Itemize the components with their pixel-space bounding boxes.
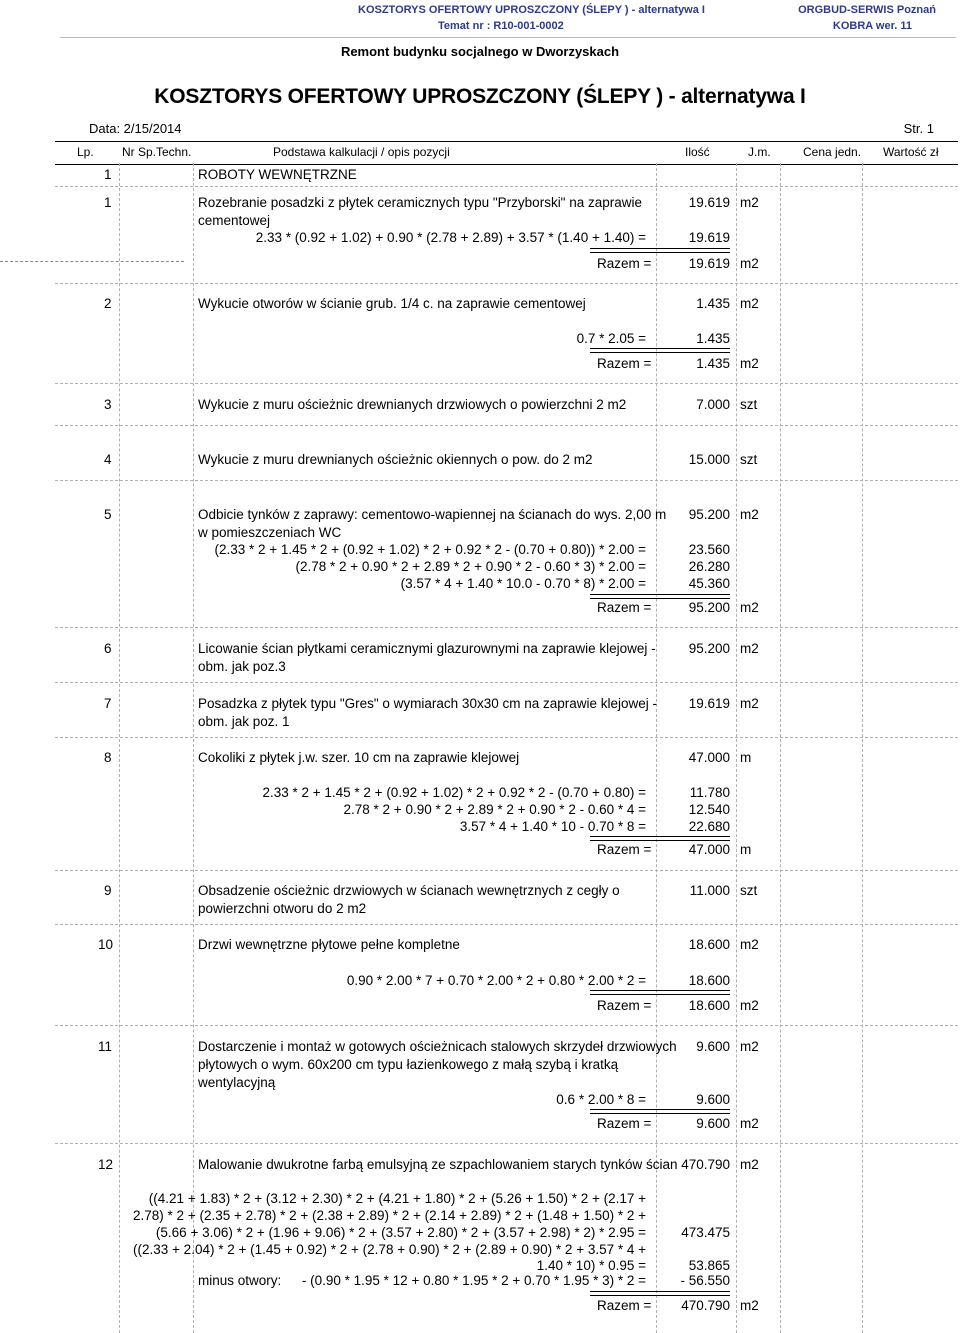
- item-description: wentylacyjną: [198, 1075, 276, 1090]
- header-theme: Temat nr : R10-001-0002: [438, 20, 564, 32]
- razem-value: 47.000: [688, 842, 730, 857]
- row-marker: [0, 261, 184, 262]
- calc-label: minus otwory:: [198, 1273, 282, 1288]
- item-unit: m2: [740, 1039, 759, 1054]
- razem-unit: m2: [740, 998, 759, 1013]
- header-company: ORGBUD-SERWIS Poznań: [798, 4, 936, 16]
- item-description: obm. jak poz. 1: [198, 714, 290, 729]
- calc-expression: (2.33 * 2 + 1.45 * 2 + (0.92 + 1.02) * 2 + 0.92 * 2 - (0.70 + 0.80)) * 2.00 =: [214, 542, 646, 557]
- item-unit: m2: [740, 296, 759, 311]
- razem-unit: m2: [740, 1116, 759, 1131]
- item-unit: m2: [740, 195, 759, 210]
- grid-line: [862, 163, 863, 1333]
- item-quantity: 47.000: [688, 750, 730, 765]
- calc-value: 11.780: [689, 785, 730, 800]
- razem-value: 470.790: [681, 1298, 730, 1313]
- sum-double-line: [590, 990, 730, 995]
- calc-expression: (5.66 + 3.06) * 2 + (1.96 + 9.06) * 2 + (3.57 + 2.80) * 2 + (3.57 + 2.98) * 2) * 2.95 =: [155, 1225, 646, 1240]
- section-name: ROBOTY WEWNĘTRZNE: [198, 167, 357, 182]
- col-price: Cena jedn.: [803, 145, 862, 159]
- item-unit: szt: [740, 397, 758, 412]
- item-description: Wykucie otworów w ścianie grub. 1/4 c. na zaprawie cementowej: [198, 296, 586, 311]
- calc-expression: ((4.21 + 1.83) * 2 + (3.12 + 2.30) * 2 + (4.21 + 1.80) * 2 + (5.26 + 1.50) * 2 + (2.17 +: [148, 1191, 646, 1206]
- item-unit: m2: [740, 641, 759, 656]
- calc-expression: 1.40 * 10) * 0.95 =: [536, 1258, 646, 1273]
- calc-expression: ((2.33 + 2.04) * 2 + (1.45 + 0.92) * 2 + (2.78 + 0.90) * 2 + (2.89 + 0.90) * 2 + 3.57 * 4 +: [133, 1242, 646, 1257]
- row-separator: [55, 1143, 958, 1144]
- item-quantity: 19.619: [688, 696, 730, 711]
- calc-value: 22.680: [688, 819, 730, 834]
- calc-expression: 2.33 * 2 + 1.45 * 2 + (0.92 + 1.02) * 2 + 0.92 * 2 - (0.70 + 0.80) =: [262, 785, 646, 800]
- item-description: Licowanie ścian płytkami ceramicznymi glazurownymi na zaprawie klejowej -: [198, 641, 656, 656]
- calc-expression: (2.78 * 2 + 0.90 * 2 + 2.89 * 2 + 0.90 * 2 - 0.60 * 3) * 2.00 =: [295, 559, 646, 574]
- item-lp: 4: [104, 452, 112, 467]
- item-quantity: 95.200: [688, 641, 730, 656]
- item-lp: 9: [104, 883, 112, 898]
- item-lp: 10: [98, 937, 114, 952]
- row-separator: [55, 682, 958, 683]
- item-quantity: 1.435: [696, 296, 730, 311]
- item-description: Malowanie dwukrotne farbą emulsyjną ze szpachlowaniem starych tynków ścian: [198, 1157, 678, 1172]
- calc-value: 53.865: [688, 1258, 730, 1273]
- calc-value: 26.280: [688, 559, 730, 574]
- item-description: Rozebranie posadzki z płytek ceramicznych typu "Przyborski" na zaprawie: [198, 195, 643, 210]
- item-lp: 5: [104, 507, 112, 522]
- calc-value: 12.540: [688, 802, 730, 817]
- sum-double-line: [590, 594, 730, 599]
- item-quantity: 18.600: [688, 937, 730, 952]
- row-separator: [55, 383, 958, 384]
- razem-label: Razem =: [597, 1298, 652, 1313]
- item-description: Wykucie z muru ościeżnic drewnianych drzwiowych o powierzchni 2 m2: [198, 397, 627, 412]
- item-description: Posadzka z płytek typu "Gres" o wymiarach 30x30 cm na zaprawie klejowej -: [198, 696, 658, 711]
- razem-label: Razem =: [597, 600, 652, 615]
- item-description: cementowej: [198, 213, 271, 228]
- sum-double-line: [590, 1291, 730, 1296]
- razem-label: Razem =: [597, 1116, 652, 1131]
- calc-expression: - (0.90 * 1.95 * 12 + 0.80 * 1.95 * 2 + 0.70 * 1.95 * 3) * 2 =: [301, 1273, 646, 1288]
- sum-double-line: [590, 248, 730, 253]
- item-unit: szt: [740, 883, 758, 898]
- row-separator: [55, 1025, 958, 1026]
- calc-expression: 0.7 * 2.05 =: [576, 331, 646, 346]
- item-unit: m2: [740, 696, 759, 711]
- col-nr: Nr Sp.Techn.: [122, 145, 192, 159]
- razem-unit: m2: [740, 1298, 759, 1313]
- page-number: Str. 1: [903, 121, 934, 136]
- calc-value: 19.619: [688, 230, 730, 245]
- row-separator: [55, 737, 958, 738]
- calc-expression: 3.57 * 4 + 1.40 * 10 - 0.70 * 8 =: [459, 819, 646, 834]
- item-description: powierzchni otworu do 2 m2: [198, 901, 367, 916]
- razem-unit: m2: [740, 600, 759, 615]
- item-unit: m2: [740, 1157, 759, 1172]
- table-header: [55, 141, 958, 165]
- item-lp: 7: [104, 696, 112, 711]
- sum-double-line: [590, 1109, 730, 1114]
- col-unit: J.m.: [748, 145, 771, 159]
- grid-line: [119, 163, 120, 1333]
- col-value: Wartość zł: [883, 145, 939, 159]
- document-date: Data: 2/15/2014: [89, 121, 182, 136]
- razem-label: Razem =: [597, 998, 652, 1013]
- razem-label: Razem =: [597, 842, 652, 857]
- item-description: Odbicie tynków z zaprawy: cementowo-wapiennej na ścianach do wys. 2,00 m: [198, 507, 667, 522]
- razem-unit: m2: [740, 356, 759, 371]
- item-unit: m2: [740, 507, 759, 522]
- header-divider: [60, 37, 956, 38]
- sum-double-line: [590, 348, 730, 353]
- item-quantity: 7.000: [696, 397, 730, 412]
- calc-value: 1.435: [696, 331, 730, 346]
- calc-expression: 2.33 * (0.92 + 1.02) + 0.90 * (2.78 + 2.89) + 3.57 * (1.40 + 1.40) =: [255, 230, 646, 245]
- item-description: Drzwi wewnętrzne płytowe pełne kompletne: [198, 937, 460, 952]
- item-description: Dostarczenie i montaż w gotowych ościeżnicach stalowych skrzydeł drzwiowych: [198, 1039, 677, 1054]
- item-description: Wykucie z muru drewnianych ościeżnic okiennych o pow. do 2 m2: [198, 452, 593, 467]
- item-quantity: 19.619: [688, 195, 730, 210]
- item-quantity: 470.790: [681, 1157, 730, 1172]
- item-lp: 1: [104, 195, 112, 210]
- row-separator: [55, 186, 958, 187]
- item-description: w pomieszczeniach WC: [198, 525, 342, 540]
- item-lp: 2: [104, 296, 112, 311]
- razem-unit: m2: [740, 256, 759, 271]
- calc-expression: 0.90 * 2.00 * 7 + 0.70 * 2.00 * 2 + 0.80 * 2.00 * 2 =: [346, 973, 646, 988]
- calc-value: 45.360: [688, 576, 730, 591]
- razem-label: Razem =: [597, 356, 652, 371]
- item-lp: 8: [104, 750, 112, 765]
- col-lp: Lp.: [77, 145, 94, 159]
- item-lp: 11: [98, 1039, 113, 1054]
- row-separator: [55, 283, 958, 284]
- item-unit: m2: [740, 937, 759, 952]
- calc-value: 23.560: [688, 542, 730, 557]
- calc-expression: (3.57 * 4 + 1.40 * 10.0 - 0.70 * 8) * 2.00 =: [400, 576, 646, 591]
- calc-expression: 2.78 * 2 + 0.90 * 2 + 2.89 * 2 + 0.90 * 2 - 0.60 * 4 =: [343, 802, 646, 817]
- item-description: obm. jak poz.3: [198, 659, 286, 674]
- razem-unit: m: [740, 842, 752, 857]
- document-title: KOSZTORYS OFERTOWY UPROSZCZONY (ŚLEPY ) - alternatywa I: [154, 85, 806, 108]
- item-lp: 3: [104, 397, 112, 412]
- grid-line: [780, 163, 781, 1333]
- grid-line: [736, 163, 737, 1333]
- row-separator: [55, 627, 958, 628]
- item-quantity: 15.000: [688, 452, 730, 467]
- col-desc: Podstawa kalkulacji / opis pozycji: [273, 145, 450, 159]
- razem-value: 19.619: [688, 256, 730, 271]
- row-separator: [55, 480, 958, 481]
- calc-value: 473.475: [681, 1225, 730, 1240]
- calc-value: 9.600: [696, 1092, 730, 1107]
- row-separator: [55, 870, 958, 871]
- item-unit: m: [740, 750, 752, 765]
- item-quantity: 95.200: [688, 507, 730, 522]
- col-qty: Ilość: [685, 145, 710, 159]
- item-quantity: 11.000: [689, 883, 730, 898]
- item-description: Cokoliki z płytek j.w. szer. 10 cm na zaprawie klejowej: [198, 750, 520, 765]
- item-quantity: 9.600: [696, 1039, 730, 1054]
- section-number: 1: [104, 167, 112, 182]
- document-subtitle: Remont budynku socjalnego w Dworzyskach: [340, 44, 620, 59]
- calc-expression: 2.78) * 2 + (2.35 + 2.78) * 2 + (2.38 + 2.89) * 2 + (2.14 + 2.89) * 2 + (1.48 + 1.50) * 2 +: [133, 1208, 646, 1223]
- item-unit: szt: [740, 452, 758, 467]
- item-description: Obsadzenie ościeżnic drzwiowych w ścianach wewnętrznych z cegły o: [198, 883, 620, 898]
- razem-value: 9.600: [696, 1116, 730, 1131]
- header-doc-title: KOSZTORYS OFERTOWY UPROSZCZONY (ŚLEPY ) - alternatywa I: [358, 4, 705, 16]
- razem-value: 95.200: [688, 600, 730, 615]
- calc-value: - 56.550: [680, 1273, 730, 1288]
- item-description: płytowych o wym. 60x200 cm typu łazienkowego z małą szybą i kratką: [198, 1057, 619, 1072]
- item-lp: 12: [98, 1157, 114, 1172]
- calc-value: 18.600: [688, 973, 730, 988]
- razem-label: Razem =: [597, 256, 652, 271]
- razem-value: 1.435: [696, 356, 730, 371]
- calc-expression: 0.6 * 2.00 * 8 =: [556, 1092, 646, 1107]
- razem-value: 18.600: [688, 998, 730, 1013]
- item-lp: 6: [104, 641, 112, 656]
- sum-double-line: [590, 836, 730, 841]
- header-software: KOBRA wer. 11: [832, 20, 912, 32]
- row-separator: [55, 924, 958, 925]
- row-separator: [55, 425, 958, 426]
- grid-line: [193, 163, 194, 1333]
